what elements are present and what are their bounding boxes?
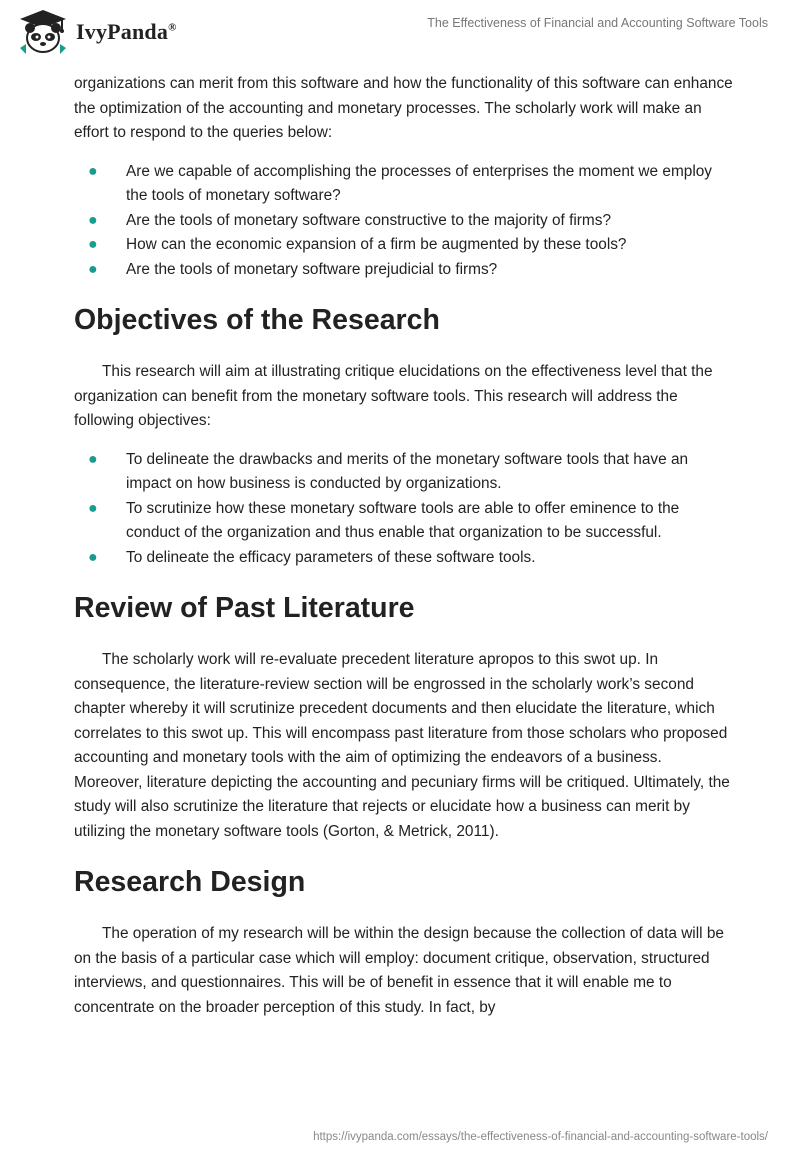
list-item: ● Are the tools of monetary software prejudicial to firms? [74, 258, 734, 283]
panda-graduate-logo-icon [16, 8, 70, 56]
bullet-dot-icon: ● [88, 162, 98, 180]
section-heading-design: Research Design [74, 866, 306, 898]
list-item: ● To delineate the drawbacks and merits of the monetary software tools that have an impact on how business is conducted by organizations. [74, 448, 734, 497]
section-heading-objectives: Objectives of the Research [74, 304, 440, 336]
questions-list [74, 160, 734, 283]
design-paragraph: The operation of my research will be within the design because the collection of data will be on the basis of a particular case which will employ: document critique, observation, structured interviews, and questionnaires. This will be of benefit in essence that it will enable me to concentrate on the broader perception of this study. In fact, by [74, 925, 724, 1016]
essay-content [74, 70, 734, 1020]
bullet-dot-icon: ● [88, 548, 98, 566]
bullet-dot-icon: ● [88, 236, 98, 253]
objectives-paragraph: This research will aim at illustrating critique elucidations on the effectiveness level that the organization can benefit from the monetary software tools. This research will address the following objectives: [74, 363, 713, 429]
brand-name: IvyPanda® [76, 19, 177, 44]
brand-logo[interactable] [16, 8, 177, 56]
list-item: ● To scrutinize how these monetary software tools are able to offer eminence to the conduct of the organization and thus enable that organization to be successful. [74, 497, 734, 546]
bullet-dot-icon: ● [88, 260, 98, 278]
page-header [0, 0, 800, 70]
bullet-dot-icon: ● [88, 211, 98, 229]
list-item: ● Are the tools of monetary software constructive to the majority of firms? [74, 209, 734, 234]
literature-paragraph: The scholarly work will re-evaluate precedent literature apropos to this swot up. In consequence, the literature-review section will be engrossed in the scholarly work’s second chapter whereby it will scrutinize precedent documents and then elucidate the literature, which correlates to this swot up. This will encompass past literature from those scholars who proposed accounting and monetary tools with the aim of optimizing the endeavors of a business. Moreover, literature depicting the accounting and pecuniary firms will be critiqued. Ultimately, the study will also scrutinize the literature that rejects or elucidate how a business can merit by utilizing the monetary software tools (Gorton, & Metrick, 2011). [74, 651, 730, 840]
document-title: The Effectiveness of Financial and Accounting Software Tools [427, 16, 768, 30]
source-url-link[interactable]: https://ivypanda.com/essays/the-effectiveness-of-financial-and-accounting-software-tools/ [313, 1131, 768, 1143]
bullet-dot-icon: ● [88, 450, 98, 468]
bullet-dot-icon: ● [88, 499, 98, 517]
objectives-list [74, 448, 734, 571]
section-heading-literature: Review of Past Literature [74, 592, 415, 624]
list-item: ● How can the economic expansion of a firm be augmented by these tools? [74, 233, 734, 258]
list-item: ● Are we capable of accomplishing the processes of enterprises the moment we employ the tools of monetary software? [74, 160, 734, 209]
intro-paragraph: organizations can merit from this software and how the functionality of this software can enhance the optimization of the accounting and monetary processes. The scholarly work will make an effort to respond to the queries below: [74, 75, 733, 141]
list-item: ● To delineate the efficacy parameters of these software tools. [74, 546, 734, 571]
